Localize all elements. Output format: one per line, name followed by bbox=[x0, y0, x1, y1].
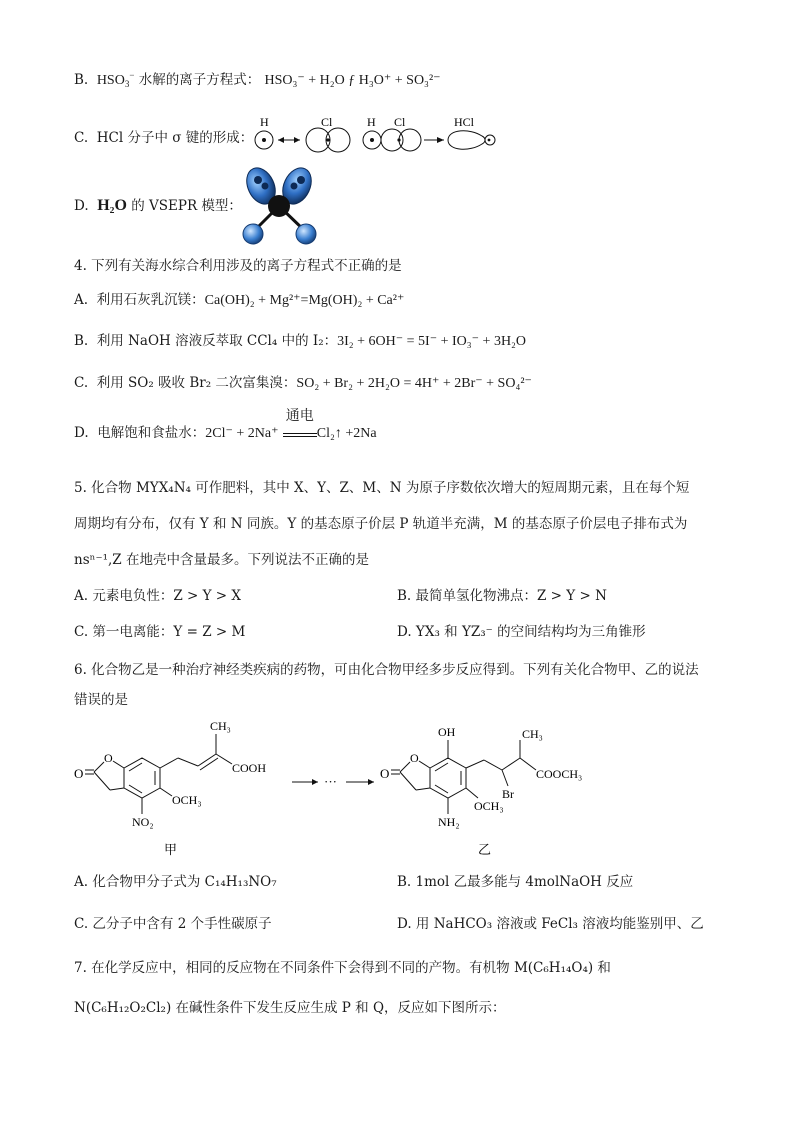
q6-option-d: D. 用 NaHCO₃ 溶液或 FeCl₃ 溶液均能鉴别甲、乙 bbox=[397, 916, 704, 932]
hso3-equation: HSO₃⁻ + H₂O ƒ H₃O⁺ + SO₃²⁻ bbox=[264, 73, 441, 88]
q3-option-b: B. $HSO_3^-$ 水解的离子方程式： HSO₃⁻ + H₂O ƒ H₃O⁺ + SO₃²⁻ bbox=[74, 70, 441, 89]
hso3-label: $HSO_3^-$ bbox=[96, 70, 135, 89]
q6-option-a: A. 化合物甲分子式为 C₁₄H₁₃NO₇ bbox=[74, 874, 277, 890]
q4-option-c: C. 利用 SO₂ 吸收 Br₂ 二次富集溴：SO₂ + Br₂ + 2H₂O = 4H⁺ + 2Br⁻ + SO₄²⁻ bbox=[74, 375, 532, 391]
svg-text:O: O bbox=[74, 766, 84, 781]
svg-text:NH₂: NH₂ bbox=[438, 815, 460, 829]
q5-option-a: A. 元素电负性：Z > Y > X bbox=[74, 588, 242, 604]
svg-text:OCH₃: OCH₃ bbox=[172, 793, 202, 807]
atom-cl-label: Cl bbox=[321, 115, 333, 129]
q3-option-d: D. H₂O 的 VSEPR 模型： bbox=[74, 197, 242, 214]
svg-text:OCH₃: OCH₃ bbox=[474, 799, 504, 813]
q5-option-c: C. 第一电离能：Y = Z > M bbox=[74, 624, 246, 640]
hcl-label: HCl bbox=[454, 115, 475, 129]
atom-cl2-label: Cl bbox=[394, 115, 406, 129]
q4-option-b: B. 利用 NaOH 溶液反萃取 CCl₄ 中的 I₂：3I₂ + 6OH⁻ = 5I⁻ + IO₃⁻ + 3H₂O bbox=[74, 333, 527, 349]
svg-text:COOH: COOH bbox=[232, 761, 267, 775]
q5-stem-line-1: 5. 化合物 MYX₄N₄ 可作肥料，其中 X、Y、Z、M、N 为原子序数依次增大的短周期元素，且在每个短 bbox=[74, 480, 690, 496]
q6-option-b: B. 1mol 乙最多能与 4molNaOH 反应 bbox=[397, 874, 634, 890]
compound-yi-structure bbox=[380, 725, 582, 857]
svg-text:O: O bbox=[380, 766, 390, 781]
q5-option-d: D. YX₃ 和 YZ₃⁻ 的空间结构均为三角锥形 bbox=[397, 624, 646, 640]
sigma-bond-diagram bbox=[248, 114, 498, 158]
q4-option-a: A. 利用石灰乳沉镁：Ca(OH)₂ + Mg²⁺=Mg(OH)₂ + Ca²⁺ bbox=[74, 292, 405, 308]
multistep-dots: ··· bbox=[324, 774, 337, 789]
q5-option-b: B. 最简单氢化物沸点：Z > Y > N bbox=[397, 588, 607, 604]
q4-stem: 4. 下列有关海水综合利用涉及的离子方程式不正确的是 bbox=[74, 258, 402, 274]
svg-text:CH₃: CH₃ bbox=[210, 719, 231, 733]
reaction-scheme bbox=[60, 716, 620, 864]
svg-text:CH₃: CH₃ bbox=[522, 727, 543, 741]
q4-option-d: D. 电解饱和食盐水：2Cl⁻ + 2Na⁺ 通电 Cl₂↑ +2Na bbox=[74, 423, 377, 444]
q6-stem-line-1: 6. 化合物乙是一种治疗神经类疾病的药物，可由化合物甲经多步反应得到。下列有关化合物甲、乙的说法 bbox=[74, 662, 699, 678]
vsepr-model-image bbox=[236, 164, 322, 248]
svg-text:Br: Br bbox=[502, 787, 514, 801]
q6-stem-line-2: 错误的是 bbox=[74, 692, 128, 708]
q6-option-c: C. 乙分子中含有 2 个手性碳原子 bbox=[74, 916, 272, 932]
svg-text:O: O bbox=[410, 751, 419, 765]
compound-jia-structure bbox=[74, 719, 266, 857]
q5-stem-line-3: nsⁿ⁻¹,Z 在地壳中含量最多。下列说法不正确的是 bbox=[74, 552, 369, 568]
atom-h-label: H bbox=[260, 115, 269, 129]
q3-option-c: C. HCl 分子中 σ 键的形成： bbox=[74, 130, 254, 146]
compound-jia-label: 甲 bbox=[164, 842, 178, 857]
q7-stem-line-2: N(C₆H₁₂O₂Cl₂) 在碱性条件下发生反应生成 P 和 Q，反应如下图所示： bbox=[74, 1000, 506, 1016]
svg-text:NO₂: NO₂ bbox=[132, 815, 154, 829]
electrolysis-arrow: 通电 bbox=[283, 424, 317, 444]
svg-text:OH: OH bbox=[438, 725, 456, 739]
svg-text:O: O bbox=[104, 751, 113, 765]
q7-stem-line-1: 7. 在化学反应中，相同的反应物在不同条件下会得到不同的产物。有机物 M(C₆H₁₄O₄) 和 bbox=[74, 960, 611, 976]
q5-stem-line-2: 周期均有分布，仅有 Y 和 N 同族。Y 的基态原子价层 P 轨道半充满，M 的基态原子价层电子排布式为 bbox=[74, 516, 688, 532]
compound-yi-label: 乙 bbox=[478, 842, 492, 857]
h2o-formula: H₂O bbox=[97, 197, 127, 214]
atom-h2-label: H bbox=[367, 115, 376, 129]
svg-text:COOCH₃: COOCH₃ bbox=[536, 767, 583, 781]
